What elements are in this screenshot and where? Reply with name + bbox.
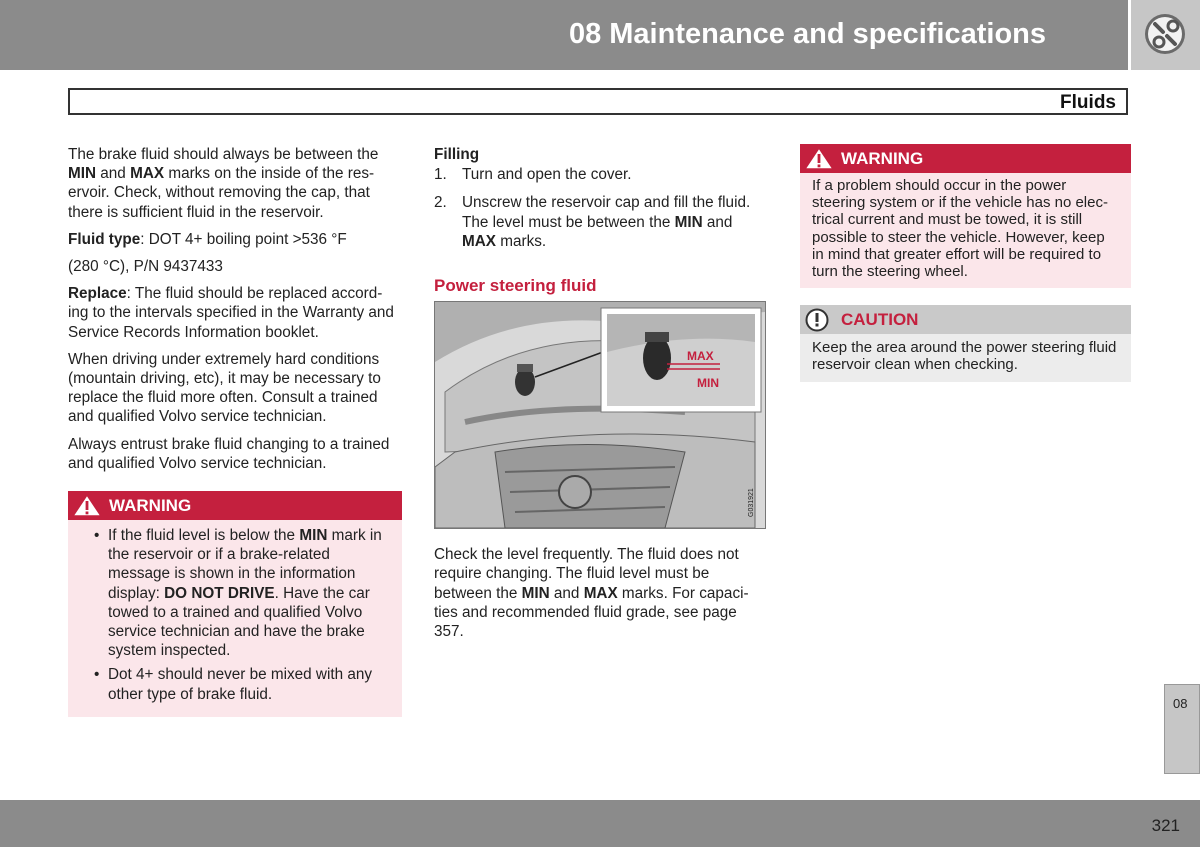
warning-triangle-icon <box>804 147 834 174</box>
caution-exclamation-icon <box>804 308 830 336</box>
text: and <box>96 165 131 183</box>
warning-triangle-icon <box>72 494 102 521</box>
text: marks on the inside of the res-ervoir. Check, without removing the cap, that there is sufficient fluid in the reservoir. <box>68 165 375 221</box>
do-not-drive-label: DO NOT DRIVE <box>164 584 275 602</box>
step-text: marks. <box>496 232 547 250</box>
replace-label: Replace <box>68 285 127 303</box>
text: Check the level frequently. The fluid does not require changing. The fluid level must be between the <box>434 546 739 602</box>
column-brake-fluid <box>68 145 402 717</box>
check-level-paragraph <box>434 545 768 641</box>
chapter-tab-label: 08 <box>1173 696 1188 711</box>
text: mark in the reservoir or if a brake-related message is shown in the information display: <box>108 527 382 602</box>
list-item <box>434 165 768 184</box>
max-label: MAX <box>583 584 618 602</box>
fluid-type-label: Fluid type <box>68 230 141 248</box>
column-power-steering-notes <box>800 144 1131 382</box>
text: If the fluid level is below the <box>108 527 300 545</box>
warning-header <box>800 144 1131 173</box>
step-text: and <box>702 213 733 231</box>
chapter-header-bar <box>0 0 1128 70</box>
caution-box <box>800 305 1131 381</box>
min-label: MIN <box>674 213 703 231</box>
filling-steps <box>434 165 768 251</box>
figure-min-label: MIN <box>697 376 719 391</box>
section-title-box <box>68 88 1128 115</box>
filling-heading: Filling <box>434 146 480 163</box>
text: . Have the car towed to a trained and qualified Volvo service technician and have the brake system inspected. <box>108 584 370 660</box>
step-number: 2. <box>434 194 447 212</box>
text: The brake fluid should always be between the <box>68 146 379 163</box>
fluid-type-text: : DOT 4+ boiling point >536 °F <box>140 230 347 248</box>
brake-fluid-paragraph <box>68 145 402 222</box>
figure-code: G031921 <box>748 488 755 518</box>
entrust-paragraph: Always entrust brake fluid changing to a trained and qualified Volvo service technician. <box>68 435 390 472</box>
warning-body: If a problem should occur in the power steering system or if the vehicle has no elec-trical current and must be towed, it is still possible to steer the vehicle. However, keep in mind that greater effort will be required to turn the steering wheel. <box>812 177 1108 281</box>
warning-header <box>68 491 402 520</box>
step-text: Turn and open the cover. <box>462 166 632 184</box>
page-number: 321 <box>1151 816 1180 835</box>
min-label: MIN <box>521 584 550 602</box>
list-item <box>80 526 390 660</box>
fluid-type-paragraph-2: (280 °C), P/N 9437433 <box>68 258 223 276</box>
column-filling <box>434 145 768 649</box>
footer-bar <box>0 800 1200 847</box>
engine-bay-figure <box>434 301 766 529</box>
warning-label: WARNING <box>109 496 192 516</box>
bullet-icon: • <box>94 527 100 545</box>
hard-conditions-paragraph: When driving under extremely hard conditions (mountain driving, etc), it may be necessary to replace the fluid more often. Consult a trained and qualified Volvo service technician. <box>68 350 381 426</box>
brake-warning-box <box>68 491 402 717</box>
caution-header <box>800 305 1131 334</box>
section-title: Fluids <box>1060 92 1116 113</box>
warning-label: WARNING <box>841 149 924 168</box>
min-label: MIN <box>68 165 97 183</box>
figure-max-label: MAX <box>687 349 714 364</box>
caution-body: Keep the area around the power steering fluid reservoir clean when checking. <box>812 339 1117 374</box>
caution-label: CAUTION <box>841 310 919 330</box>
power-steering-heading: Power steering fluid <box>434 276 597 296</box>
text: Dot 4+ should never be mixed with any other type of brake fluid. <box>108 666 373 703</box>
bullet-icon: • <box>94 666 100 684</box>
list-item <box>80 665 390 703</box>
chapter-title: 08 Maintenance and specifications <box>568 18 1046 50</box>
chapter-side-tab <box>1164 684 1200 774</box>
step-text: Unscrew the reservoir cap and fill the fluid. The level must be between the <box>462 194 751 231</box>
engine-bay-illustration <box>435 302 765 528</box>
fluid-type-paragraph <box>68 230 402 249</box>
min-label: MIN <box>299 527 328 545</box>
text: marks. For capaci-ties and recommended fluid grade, see page 357. <box>434 584 749 641</box>
step-number: 1. <box>434 166 447 184</box>
chapter-icon-box <box>1131 0 1200 70</box>
steering-warning-box <box>800 144 1131 288</box>
max-label: MAX <box>130 165 165 183</box>
warning-body <box>68 520 402 717</box>
text: and <box>549 584 584 602</box>
max-label: MAX <box>462 232 496 250</box>
list-item <box>434 193 768 251</box>
replace-text: : The fluid should be replaced accord-ing to the intervals specified in the Warranty and Service Records Information booklet. <box>68 285 394 341</box>
replace-paragraph <box>68 284 402 342</box>
